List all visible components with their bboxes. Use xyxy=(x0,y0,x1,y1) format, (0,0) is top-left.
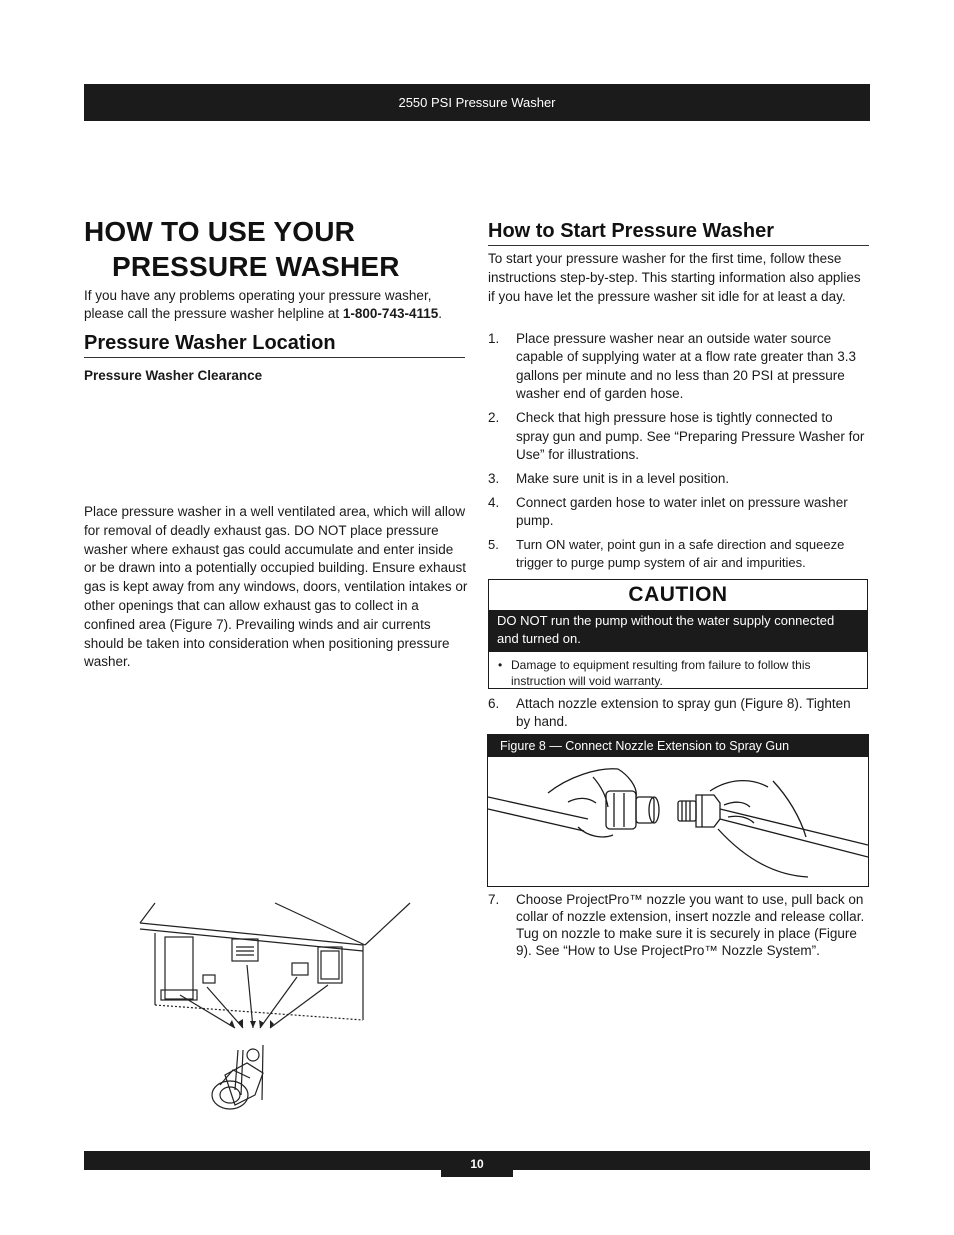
figure7-illustration xyxy=(135,895,415,1125)
caution-warning: DO NOT run the pump without the water supply connected and turned on. xyxy=(489,610,867,652)
subsection-title-clearance: Pressure Washer Clearance xyxy=(84,368,263,383)
location-paragraph: Place pressure washer in a well ventilated area, which will allow for removal of deadly exhaust gas. DO NOT place pressure washer where exhaust gas could accumulate and enter inside or be drawn into a potentially occupied building. Ensure exhaust gas is kept away from any windows, doors, ventilation intakes or other openings that can allow exhaust gas to collect in a confined area (Figure 7). Prevailing winds and air currents should be taken into consideration when positioning pressure washer. xyxy=(84,504,468,670)
caution-title: CAUTION xyxy=(628,583,728,606)
intro-end: . xyxy=(438,305,443,321)
start-steps-list xyxy=(488,330,866,578)
list-item: 6. Attach nozzle extension to spray gun (Figure 8). Tighten by hand. xyxy=(488,696,851,730)
caution-bullet xyxy=(489,652,867,689)
document-title: 2550 PSI Pressure Washer xyxy=(398,95,556,110)
list-item: 1. Place pressure washer near an outside water source capable of supplying water at a flow rate greater than 3.3 gallons per minute and no less than 20 PSI at pressure washer end of garden hose. xyxy=(488,331,856,402)
figure8 xyxy=(487,734,869,887)
step6-list xyxy=(488,695,866,737)
list-item: 5. Turn ON water, point gun in a safe direction and squeeze trigger to purge pump system of air and impurities. xyxy=(488,537,845,571)
step7-list xyxy=(488,891,868,965)
helpline-number: 1-800-743-4115 xyxy=(342,305,439,321)
section-title-location: Pressure Washer Location xyxy=(84,332,465,358)
header-bar xyxy=(84,84,870,121)
intro-text: If you have any problems operating your pressure washer, please call the pressure washer helpline at xyxy=(84,288,432,321)
page-title-line1: HOW TO USE YOUR xyxy=(84,216,356,247)
section-title-start: How to Start Pressure Washer xyxy=(488,220,869,246)
page-number: 10 xyxy=(441,1151,513,1177)
caution-bullet-text: Damage to equipment resulting from failure to follow this instruction will void warranty. xyxy=(511,658,811,688)
caution-box xyxy=(488,579,868,689)
page-title xyxy=(84,214,474,284)
figure8-caption: Figure 8 — Connect Nozzle Extension to Spray Gun xyxy=(488,735,868,757)
list-item: 2. Check that high pressure hose is tightly connected to spray gun and pump. See “Preparing Pressure Washer for Use” for illustrations. xyxy=(488,410,865,462)
list-item: 4. Connect garden hose to water inlet on pressure washer pump. xyxy=(488,494,848,529)
start-intro-paragraph: To start your pressure washer for the first time, follow these instructions step-by-step. This starting information also applies if you have let the pressure washer sit idle for at least a day. xyxy=(488,251,861,304)
figure8-illustration xyxy=(488,757,868,885)
bullet-icon: • xyxy=(498,658,503,672)
page-title-line2: PRESSURE WASHER xyxy=(112,251,400,282)
list-item: 7. Choose ProjectPro™ nozzle you want to use, pull back on collar of nozzle extension, insert nozzle and release collar. Tug on nozzle to make sure it is securely in place (Figure 9). See “How to Use ProjectPro™ Nozzle System”. xyxy=(488,892,865,958)
list-item: 3. Make sure unit is in a level position. xyxy=(488,470,730,486)
intro-paragraph xyxy=(84,287,469,322)
